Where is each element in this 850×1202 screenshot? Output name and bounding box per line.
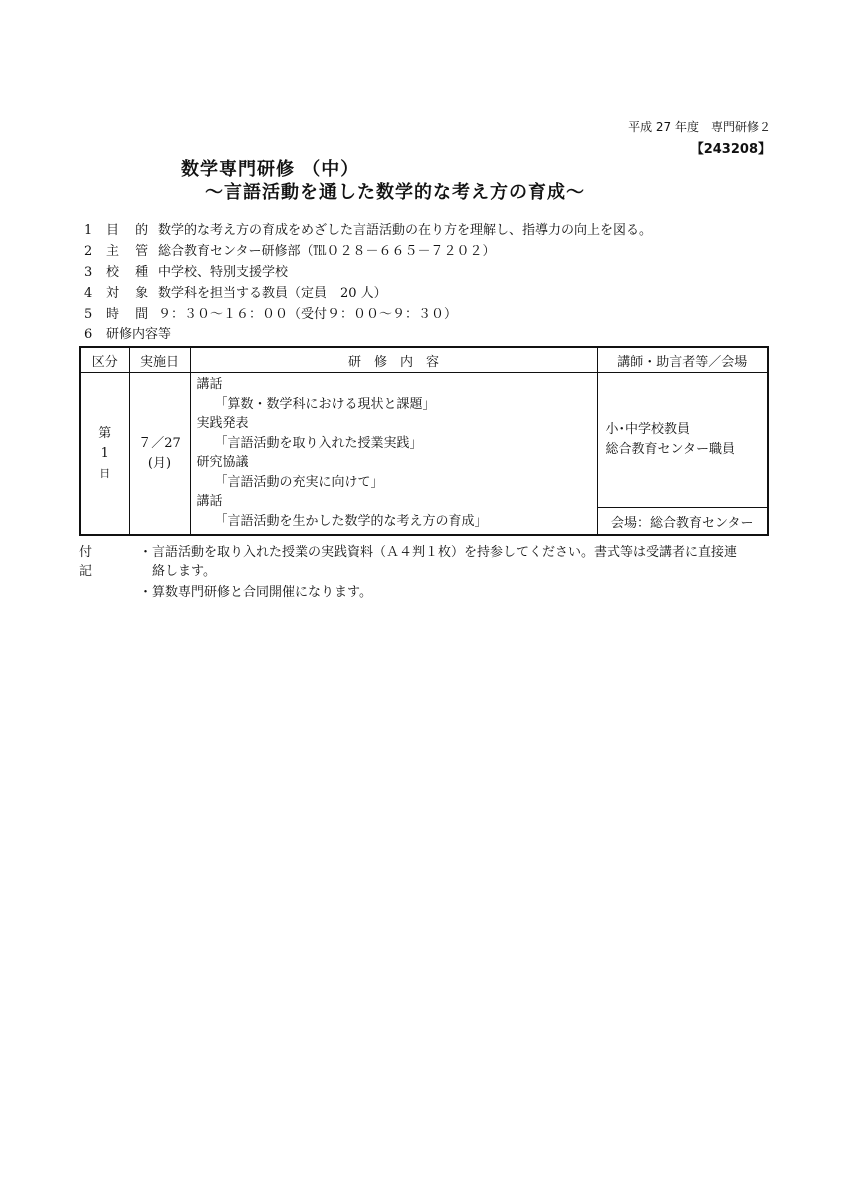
header-lecturer: 講師・助言者等／会場 — [597, 347, 768, 373]
header-kubun: 区分 — [80, 347, 129, 373]
schedule-table — [79, 346, 769, 536]
content-category: 講話 — [196, 377, 223, 392]
kubun-cell — [80, 373, 129, 536]
item-label: 目 的 — [106, 223, 155, 238]
page-title: 数学専門研修 （中） — [181, 159, 360, 180]
header-date: 実施日 — [129, 347, 190, 373]
kubun-char: 日 — [99, 466, 111, 480]
content-cell — [190, 373, 597, 536]
item-label: 対 象 — [106, 286, 155, 301]
item-text: ９：３０～１６：００（受付９：００～９：３０） — [158, 307, 458, 322]
item-contents — [84, 325, 171, 345]
content-topic: 「算数・数学科における現状と課題」 — [214, 396, 436, 412]
date-value: ７／27 — [138, 435, 181, 451]
lecturer-cell — [597, 373, 768, 508]
course-code: 【243208】 — [690, 142, 771, 157]
note-line: ・算数専門研修と合同開催になります。 — [139, 585, 372, 600]
weekday-value: (月) — [147, 455, 172, 471]
item-text: 総合教育センター研修部（℡０２８－６６５－７２０２） — [158, 244, 496, 259]
note-line: 絡します。 — [139, 564, 216, 579]
note-line: ・言語活動を取り入れた授業の実践資料（Ａ４判１枚）を持参してください。書式等は受講者に直接連 — [139, 545, 738, 560]
content-topic: 「言語活動を生かした数学的な考え方の育成」 — [214, 513, 488, 529]
content-topic: 「言語活動を取り入れた授業実践」 — [214, 435, 423, 451]
course-year-label: 平成 27 年度 専門研修２ — [628, 120, 771, 134]
lecturer-name: 小･中学校教員 — [605, 422, 691, 437]
item-number: 6 — [84, 327, 93, 342]
page-subtitle: ～言語活動を通した数学的な考え方の育成～ — [205, 182, 585, 203]
item-number: 1 — [84, 223, 93, 238]
item-number: 2 — [84, 244, 93, 259]
content-category: 実践発表 — [196, 416, 249, 431]
item-target — [84, 284, 387, 304]
kubun-char: 第 — [98, 425, 112, 441]
table-header-row — [80, 347, 768, 373]
item-purpose — [84, 221, 652, 241]
item-text: 数学的な考え方の育成をめざした言語活動の在り方を理解し、指導力の向上を図る。 — [158, 223, 653, 238]
content-category: 講話 — [196, 494, 223, 509]
item-label: 時 間 — [106, 307, 155, 322]
item-number: 3 — [84, 265, 93, 280]
item-label: 主 管 — [106, 244, 155, 259]
item-number: 4 — [84, 286, 93, 301]
date-cell — [129, 373, 190, 536]
notes-label: 付 記 — [79, 545, 103, 579]
notes-section — [79, 543, 779, 602]
lecturer-name: 総合教育センター職員 — [605, 442, 735, 457]
item-text: 数学科を担当する教員（定員 20 人） — [158, 286, 387, 301]
item-text: 中学校、特別支援学校 — [158, 265, 289, 280]
item-time — [84, 305, 457, 325]
table-row — [80, 373, 768, 508]
item-label: 校 種 — [106, 265, 155, 280]
item-number: 5 — [84, 307, 93, 322]
item-organizer — [84, 242, 495, 262]
header-content: 研 修 内 容 — [190, 347, 597, 373]
content-topic: 「言語活動の充実に向けて」 — [214, 474, 384, 490]
item-school-type — [84, 263, 288, 283]
content-category: 研究協議 — [196, 455, 249, 470]
item-text: 研修内容等 — [106, 327, 172, 342]
venue-cell: 会場：総合教育センター — [597, 508, 768, 536]
kubun-char: 1 — [100, 445, 109, 461]
